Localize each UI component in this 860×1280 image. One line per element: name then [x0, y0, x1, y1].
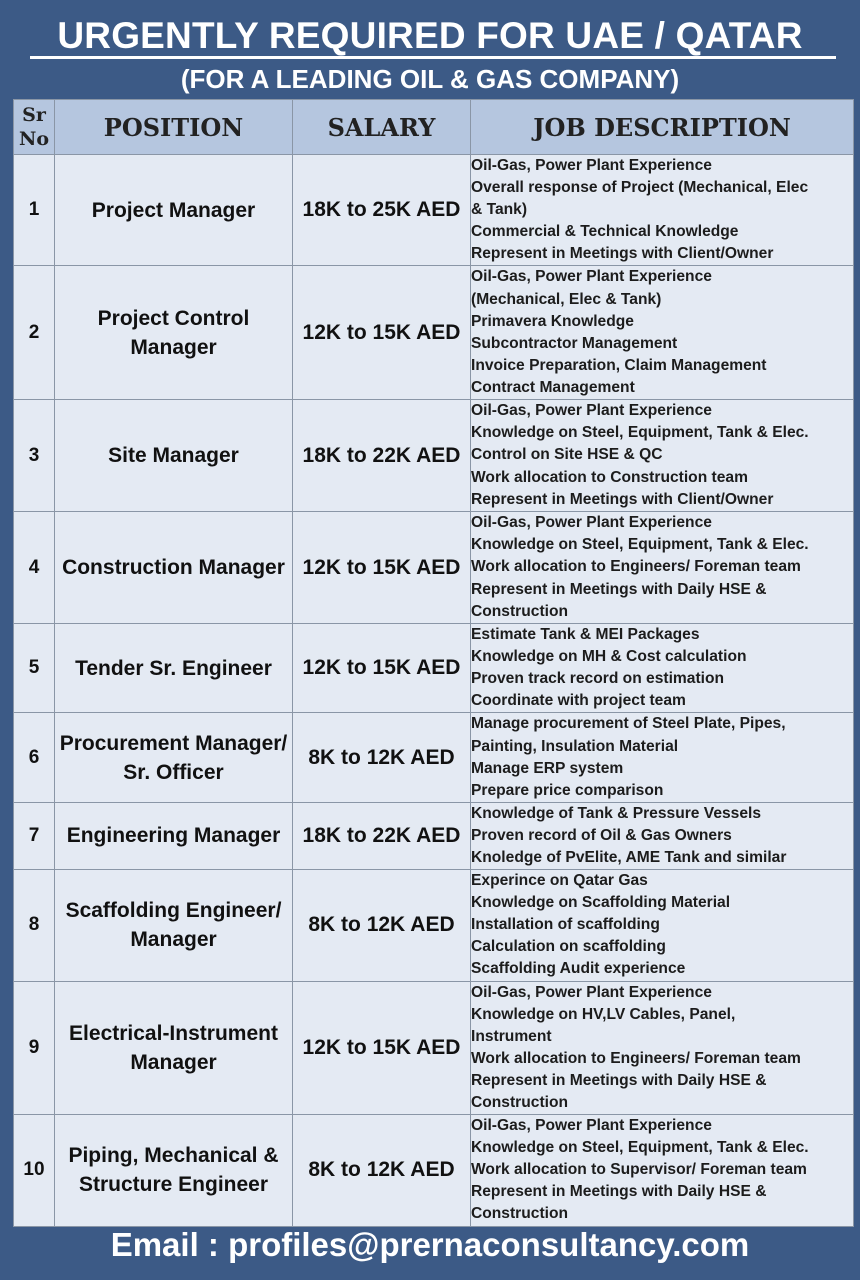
table-row — [14, 802, 854, 869]
description-line: Prepare price comparison — [471, 781, 664, 799]
description-line: Knowledge on Steel, Equipment, Tank & Elec. — [471, 424, 809, 442]
header-salary: SALARY — [293, 100, 471, 155]
description-line: Represent in Meetings with Daily HSE & — [471, 1183, 767, 1201]
table-row — [14, 713, 854, 802]
row-job-description — [471, 802, 854, 869]
description-line: Oil-Gas, Power Plant Experience — [471, 514, 712, 532]
row-sr-no: 8 — [14, 870, 55, 981]
table-row — [14, 400, 854, 512]
table-row — [14, 624, 854, 713]
table-row — [14, 512, 854, 624]
description-line: Overall response of Project (Mechanical, Elec — [471, 179, 809, 197]
description-line: Oil-Gas, Power Plant Experience — [471, 268, 712, 286]
header-sr-no — [14, 100, 55, 155]
description-line: Estimate Tank & MEI Packages — [471, 626, 700, 644]
title-underline — [30, 56, 836, 59]
row-salary: 8K to 12K AED — [293, 870, 471, 981]
table-row — [14, 155, 854, 266]
description-line: Experince on Qatar Gas — [471, 872, 648, 890]
row-salary: 8K to 12K AED — [293, 1115, 471, 1226]
row-job-description — [471, 870, 854, 981]
description-line: Work allocation to Engineers/ Foreman team — [471, 558, 801, 576]
description-line: Commercial & Technical Knowledge — [471, 223, 739, 241]
description-line: Oil-Gas, Power Plant Experience — [471, 1117, 712, 1135]
row-salary: 12K to 15K AED — [293, 624, 471, 713]
description-line: Construction — [471, 1094, 569, 1111]
description-line: Manage procurement of Steel Plate, Pipes, — [471, 715, 786, 733]
description-line: Knowledge on MH & Cost calculation — [471, 648, 747, 666]
row-salary: 12K to 15K AED — [293, 266, 471, 400]
row-position: Electrical-Instrument Manager — [55, 981, 293, 1115]
description-line: Knowledge on Steel, Equipment, Tank & Elec. — [471, 536, 809, 554]
description-line: Oil-Gas, Power Plant Experience — [471, 157, 712, 174]
header-position: POSITION — [55, 100, 293, 155]
description-line: Invoice Preparation, Claim Management — [471, 356, 767, 374]
row-salary: 12K to 15K AED — [293, 512, 471, 624]
row-position: Project Manager — [55, 155, 293, 266]
description-line: Coordinate with project team — [471, 692, 686, 710]
description-line: Calculation on scaffolding — [471, 938, 666, 956]
row-salary: 18K to 22K AED — [293, 802, 471, 869]
row-sr-no: 1 — [14, 155, 55, 266]
description-line: Represent in Meetings with Daily HSE & — [471, 580, 767, 598]
row-salary: 12K to 15K AED — [293, 981, 471, 1115]
page-subtitle: (FOR A LEADING OIL & GAS COMPANY) — [180, 64, 680, 94]
description-line: & Tank) — [471, 201, 528, 219]
row-sr-no: 3 — [14, 400, 55, 512]
description-line: Work allocation to Engineers/ Foreman team — [471, 1049, 801, 1067]
table-row — [14, 981, 854, 1115]
description-line: Represent in Meetings with Client/Owner — [471, 245, 774, 263]
description-line: Construction — [471, 602, 569, 620]
row-salary: 8K to 12K AED — [293, 713, 471, 802]
description-line: Contract Management — [471, 378, 635, 396]
description-line: Construction — [471, 1205, 569, 1223]
row-job-description — [471, 1115, 854, 1226]
row-position: Engineering Manager — [55, 802, 293, 869]
description-line: Painting, Insulation Material — [471, 737, 679, 755]
table-row — [14, 1115, 854, 1226]
description-line: Knowledge on HV,LV Cables, Panel, — [471, 1005, 736, 1023]
row-sr-no: 6 — [14, 713, 55, 802]
row-position: Construction Manager — [55, 512, 293, 624]
row-job-description — [471, 713, 854, 802]
description-line: Installation of scaffolding — [471, 916, 660, 934]
row-sr-no: 9 — [14, 981, 55, 1115]
description-line: Knowledge of Tank & Pressure Vessels — [471, 804, 762, 822]
header-job-description: JOB DESCRIPTION — [471, 100, 854, 155]
row-sr-no: 4 — [14, 512, 55, 624]
row-job-description — [471, 624, 854, 713]
row-sr-no: 2 — [14, 266, 55, 400]
row-position: Tender Sr. Engineer — [55, 624, 293, 713]
description-line: Instrument — [471, 1027, 552, 1045]
row-position: Procurement Manager/ Sr. Officer — [55, 713, 293, 802]
description-line: Work allocation to Supervisor/ Foreman team — [471, 1161, 807, 1179]
row-job-description — [471, 400, 854, 512]
row-salary: 18K to 22K AED — [293, 400, 471, 512]
row-job-description — [471, 981, 854, 1115]
row-job-description — [471, 266, 854, 400]
row-position: Project Control Manager — [55, 266, 293, 400]
description-line: Knoledge of PvElite, AME Tank and similar — [471, 848, 787, 866]
description-line: Primavera Knowledge — [471, 312, 634, 330]
description-line: Oil-Gas, Power Plant Experience — [471, 402, 712, 420]
description-line: Scaffolding Audit experience — [471, 960, 686, 978]
table-header-row — [14, 100, 854, 155]
table-row — [14, 870, 854, 981]
row-position: Piping, Mechanical & Structure Engineer — [55, 1115, 293, 1226]
row-job-description — [471, 155, 854, 266]
jobs-table — [13, 99, 854, 1227]
table-row — [14, 266, 854, 400]
description-line: Oil-Gas, Power Plant Experience — [471, 983, 712, 1001]
description-line: Control on Site HSE & QC — [471, 446, 663, 464]
description-line: (Mechanical, Elec & Tank) — [471, 290, 662, 308]
contact-email: Email : profiles@prernaconsultancy.com — [110, 1226, 750, 1263]
header-sr-no-text: Sr No — [18, 104, 50, 150]
row-job-description — [471, 512, 854, 624]
row-sr-no: 10 — [14, 1115, 55, 1226]
description-line: Represent in Meetings with Client/Owner — [471, 490, 774, 508]
description-line: Proven track record on estimation — [471, 670, 725, 688]
page-title: URGENTLY REQUIRED FOR UAE / QATAR — [57, 15, 803, 56]
description-line: Work allocation to Construction team — [471, 468, 748, 486]
description-line: Knowledge on Steel, Equipment, Tank & Elec. — [471, 1139, 809, 1157]
description-line: Knowledge on Scaffolding Material — [471, 894, 731, 912]
row-position: Site Manager — [55, 400, 293, 512]
description-line: Manage ERP system — [471, 759, 624, 777]
row-salary: 18K to 25K AED — [293, 155, 471, 266]
row-sr-no: 7 — [14, 802, 55, 869]
row-sr-no: 5 — [14, 624, 55, 713]
row-position: Scaffolding Engineer/ Manager — [55, 870, 293, 981]
description-line: Represent in Meetings with Daily HSE & — [471, 1071, 767, 1089]
description-line: Proven record of Oil & Gas Owners — [471, 826, 732, 844]
description-line: Subcontractor Management — [471, 334, 678, 352]
